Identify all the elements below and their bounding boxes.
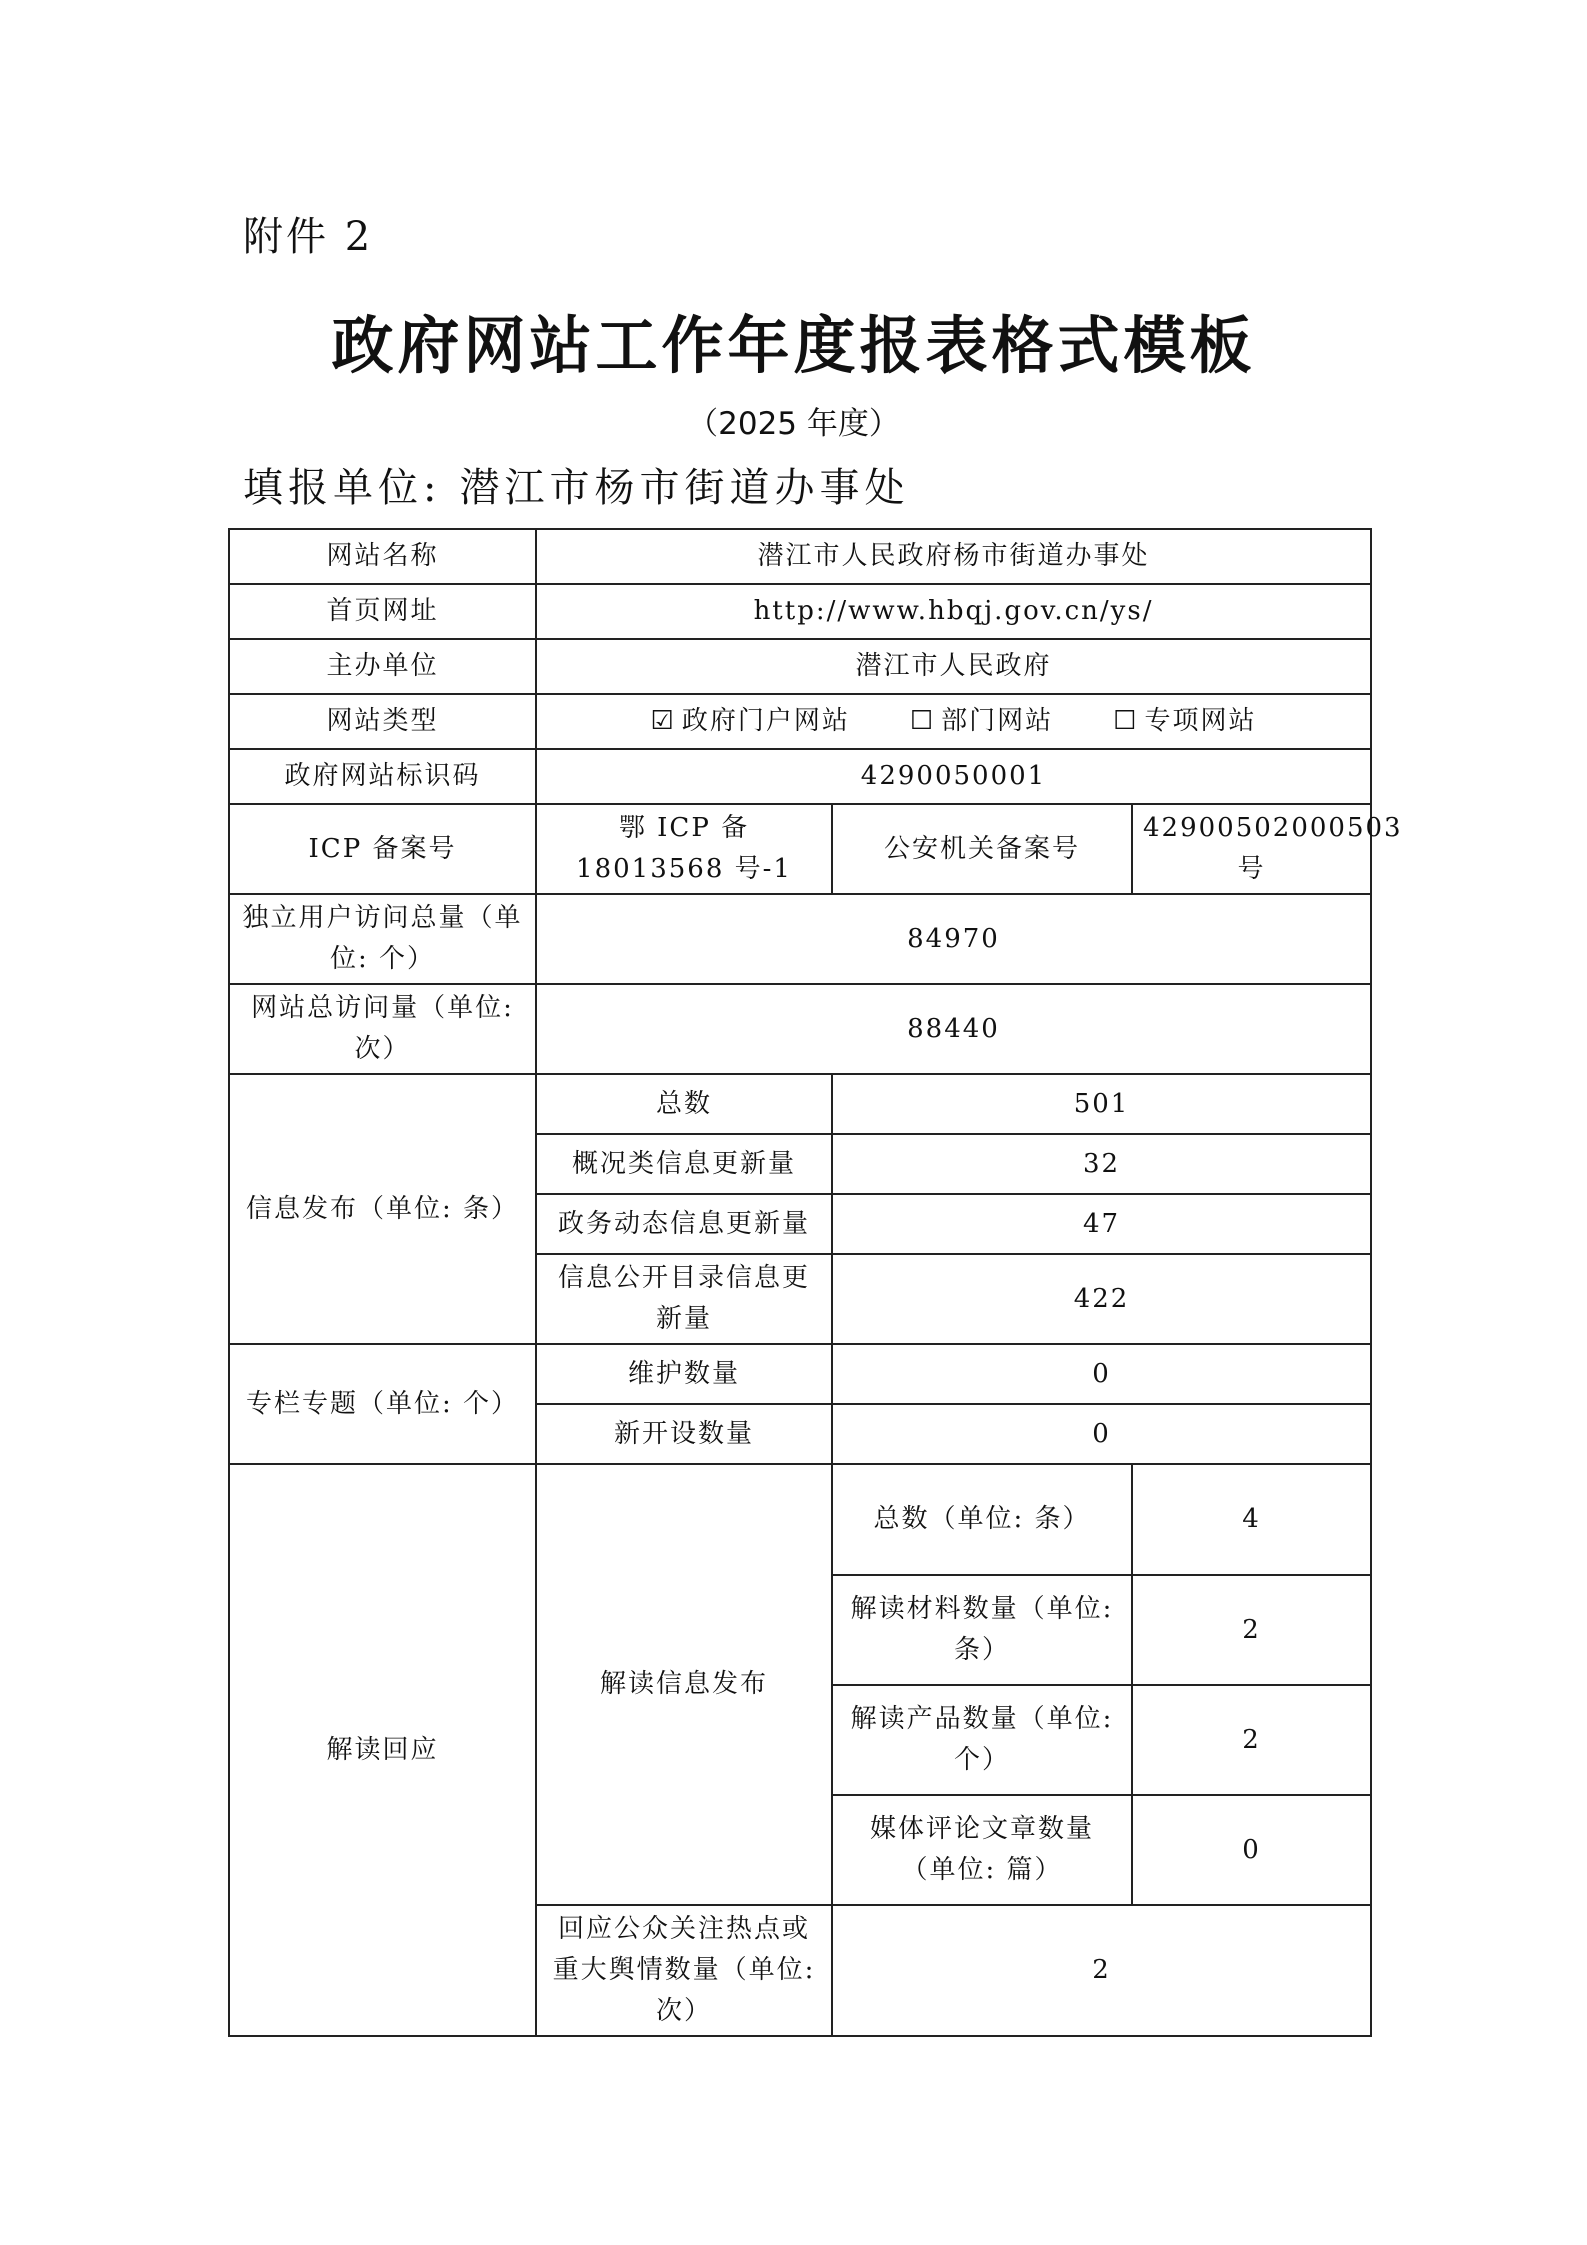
interpretation-row-label: 媒体评论文章数量（单位: 篇） <box>832 1795 1132 1905</box>
page-title: 政府网站工作年度报表格式模板 <box>331 309 1256 382</box>
total-visits-value: 88440 <box>536 984 1371 1074</box>
unique-visitors-label: 独立用户访问总量（单位: 个） <box>229 894 536 984</box>
icp-label: ICP 备案号 <box>229 804 536 894</box>
columns-row-label: 新开设数量 <box>536 1404 832 1464</box>
info-publish-row-value: 47 <box>832 1194 1371 1254</box>
checked-checkbox-icon: ☑ <box>650 706 676 736</box>
info-publish-row-label: 政务动态信息更新量 <box>536 1194 832 1254</box>
interpretation-publish-label: 解读信息发布 <box>536 1464 832 1905</box>
unique-visitors-value: 84970 <box>536 894 1371 984</box>
site-type-option: ☑ 政府门户网站 <box>651 706 850 736</box>
site-name-value: 潜江市人民政府杨市街道办事处 <box>536 529 1371 584</box>
response-label: 回应公众关注热点或重大舆情数量（单位: 次） <box>536 1905 832 2036</box>
interpretation-row-value: 0 <box>1132 1795 1371 1905</box>
columns-row-value: 0 <box>832 1344 1371 1404</box>
columns-label: 专栏专题（单位: 个） <box>229 1344 536 1464</box>
info-publish-label: 信息发布（单位: 条） <box>229 1074 536 1344</box>
report-table <box>228 528 1403 2037</box>
police-label: 公安机关备案号 <box>832 804 1132 894</box>
empty-checkbox-icon: ☐ <box>1113 706 1139 736</box>
table-row <box>229 894 1371 984</box>
total-visits-label: 网站总访问量（单位: 次） <box>229 984 536 1074</box>
info-publish-row-value: 422 <box>832 1254 1371 1344</box>
filing-unit-label: 填报单位: <box>243 465 442 511</box>
homepage-value: http://www.hbqj.gov.cn/ys/ <box>536 584 1371 639</box>
table-row <box>229 749 1371 804</box>
icp-value: 鄂 ICP 备 18013568 号-1 <box>536 804 832 894</box>
interpretation-row-label: 解读材料数量（单位: 条） <box>832 1575 1132 1685</box>
table-row <box>229 984 1371 1074</box>
interpretation-row-label: 解读产品数量（单位: 个） <box>832 1685 1132 1795</box>
site-type-option: ☐ 专项网站 <box>1113 706 1256 736</box>
response-value: 2 <box>832 1905 1371 2036</box>
interpretation-row-label: 总数（单位: 条） <box>832 1464 1132 1575</box>
info-publish-row-label: 总数 <box>536 1074 832 1134</box>
columns-row-label: 维护数量 <box>536 1344 832 1404</box>
host-unit-value: 潜江市人民政府 <box>536 639 1371 694</box>
columns-row-value: 0 <box>832 1404 1371 1464</box>
table-row <box>229 1464 1371 1575</box>
table-row <box>229 529 1371 584</box>
site-code-label: 政府网站标识码 <box>229 749 536 804</box>
site-type-options <box>536 694 1371 749</box>
interpretation-row-value: 4 <box>1132 1464 1371 1575</box>
info-publish-row-value: 32 <box>832 1134 1371 1194</box>
interpretation-label: 解读回应 <box>229 1464 536 2036</box>
host-unit-label: 主办单位 <box>229 639 536 694</box>
table-row <box>229 804 1371 894</box>
site-name-label: 网站名称 <box>229 529 536 584</box>
attachment-label: 附件 2 <box>243 214 374 260</box>
homepage-label: 首页网址 <box>229 584 536 639</box>
interpretation-row-value: 2 <box>1132 1685 1371 1795</box>
report-year: （2025 年度） <box>687 406 900 442</box>
site-type-option: ☐ 部门网站 <box>910 706 1053 736</box>
table-row <box>229 1074 1371 1134</box>
table-row <box>229 1344 1371 1404</box>
info-publish-row-value: 501 <box>832 1074 1371 1134</box>
info-publish-row-label: 概况类信息更新量 <box>536 1134 832 1194</box>
table-row <box>229 694 1371 749</box>
interpretation-row-value: 2 <box>1132 1575 1371 1685</box>
site-type-label: 网站类型 <box>229 694 536 749</box>
table-row <box>229 639 1371 694</box>
filing-unit-value: 潜江市杨市街道办事处 <box>459 465 910 511</box>
table-row <box>229 584 1371 639</box>
site-code-value: 4290050001 <box>536 749 1371 804</box>
police-value: 42900502000503 号 <box>1132 804 1371 894</box>
filing-unit-line <box>243 456 909 513</box>
info-publish-row-label: 信息公开目录信息更新量 <box>536 1254 832 1344</box>
empty-checkbox-icon: ☐ <box>909 706 936 736</box>
